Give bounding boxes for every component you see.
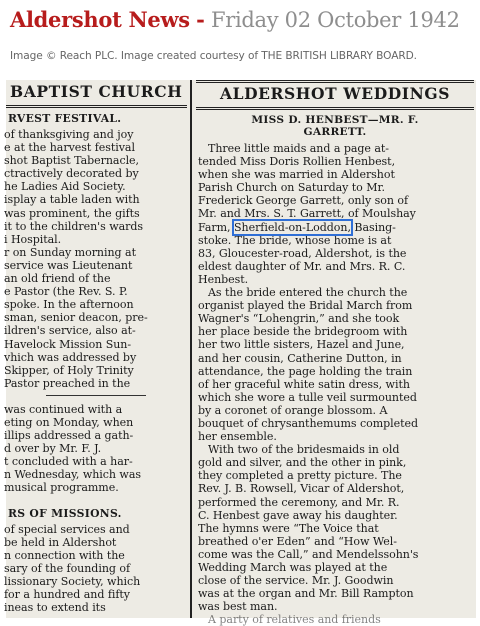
text-line: illips addressed a gath-: [4, 429, 134, 443]
text-line: her two little sisters, Hazel and June,: [198, 338, 405, 352]
text-line: stoke. The bride, whose home is at: [198, 233, 392, 247]
text-line: eldest daughter of Mr. and Mrs. R. C.: [198, 259, 406, 273]
text-line: Skipper, of Holy Trinity: [4, 363, 134, 377]
column-heading-weddings: ALDERSHOT WEDDINGS: [196, 80, 474, 110]
text-line: r on Sunday morning at: [4, 245, 136, 259]
text-line: an old friend of the: [4, 272, 111, 286]
text-line: With two of the bridesmaids in old: [208, 443, 400, 457]
page-header: [10, 6, 476, 34]
farm-text: Farm,: [198, 220, 231, 234]
newspaper-clipping: [4, 80, 476, 626]
text-line: which she wore a tulle veil surmounted: [198, 390, 417, 404]
text-line: be held in Aldershot: [4, 535, 117, 549]
text-line: when she was married in Aldershot: [198, 168, 395, 182]
wedding-subheading-2: GARRETT.: [303, 126, 367, 138]
text-line: Wedding March was played at the: [198, 561, 388, 574]
text-line: As the bride entered the church the: [208, 286, 408, 300]
text-line: performed the ceremony, and Mr. R.: [198, 495, 400, 509]
text-line: tended Miss Doris Rollien Henbest,: [198, 155, 396, 169]
text-line: Henbest.: [198, 272, 249, 286]
text-line: was at the organ and Mr. Bill Rampton: [198, 587, 414, 601]
text-line: Pastor preached in the: [4, 376, 131, 390]
harvest-text-block: [6, 128, 187, 390]
wedding-paragraph-1: [196, 142, 474, 221]
text-line: of her graceful white satin dress, with: [198, 377, 410, 391]
text-line: was continued with a: [4, 402, 123, 416]
text-line: eting on Monday, when: [4, 415, 134, 429]
text-line: Rev. J. B. Rowsell, Vicar of Aldershot,: [198, 482, 405, 496]
text-line: C. Henbest gave away his daughter.: [198, 508, 398, 522]
wedding-paragraph-2: [196, 286, 474, 443]
baptist-church-column: [6, 80, 187, 618]
text-line: close of the service. Mr. J. Goodwin: [198, 574, 394, 588]
text-line: they completed a pretty picture. The: [198, 469, 402, 483]
image-credit: Image © Reach PLC. Image created courtesy of THE BRITISH LIBRARY BOARD.: [10, 50, 417, 62]
column-divider: [190, 80, 192, 618]
newspaper-title[interactable]: Aldershot News: [10, 7, 190, 32]
text-line: t concluded with a har-: [4, 455, 133, 469]
text-line: n connection with the: [4, 548, 125, 562]
search-highlight[interactable]: Sherfield-on-Loddon,: [234, 220, 351, 234]
text-line: of special services and: [4, 522, 130, 536]
text-line: musical programme.: [4, 481, 119, 495]
text-line: e at the harvest festival: [4, 141, 135, 155]
text-line: shot Baptist Tabernacle,: [4, 154, 140, 168]
text-line: her place beside the bridegroom with: [198, 325, 408, 339]
column-heading-baptist: BAPTIST CHURCH: [6, 80, 187, 108]
text-line: Three little maids and a page at-: [208, 142, 389, 155]
text-line: lissionary Society, which: [4, 574, 141, 588]
missions-text-block: [6, 523, 187, 615]
text-line: of thanksgiving and joy: [4, 128, 134, 141]
text-line: was best man.: [198, 600, 278, 614]
text-line: spoke. In the afternoon: [4, 298, 134, 312]
text-line: organist played the Bridal March from: [198, 299, 413, 313]
wedding-paragraph-4-cut: A party of relatives and friends: [208, 613, 381, 626]
text-line: ctractively decorated by: [4, 167, 139, 181]
section-divider: [46, 395, 146, 396]
text-line: Wagner's “Lohengrin,” and she took: [198, 312, 400, 326]
wedding-paragraph-3: [196, 443, 474, 613]
text-line: ildren's service, also at-: [4, 324, 136, 338]
text-line: bouquet of chrysanthemums completed: [198, 416, 419, 430]
wedding-paragraph-1-tail: [196, 234, 474, 286]
title-separator: -: [196, 7, 205, 32]
text-line: d over by Mr. F. J.: [4, 442, 102, 456]
text-line: breathed o'er Eden” and “How Wel-: [198, 534, 397, 548]
continued-text-block: [6, 403, 187, 495]
text-line: Frederick George Garrett, only son of: [198, 194, 409, 208]
issue-date[interactable]: Friday 02 October 1942: [210, 8, 460, 32]
text-line: Havelock Mission Sun-: [4, 337, 132, 351]
text-line: The hymns were “The Voice that: [198, 521, 379, 535]
text-line: her ensemble.: [198, 430, 277, 444]
text-line: vhich was addressed by: [4, 350, 137, 364]
text-line: come was the Call,” and Mendelssohn's: [198, 547, 419, 561]
text-line: Parish Church on Saturday to Mr.: [198, 181, 385, 195]
text-line: i Hospital.: [4, 232, 62, 246]
text-line: 83, Gloucester-road, Aldershot, is the: [198, 246, 407, 260]
text-line: it to the children's wards: [4, 219, 144, 233]
text-line: Mr. and Mrs. S. T. Garrett, of Moulshay: [198, 207, 416, 221]
wedding-subheading: MISS D. HENBEST—MR. F.: [251, 114, 419, 126]
text-line: n Wednesday, which was: [4, 468, 141, 482]
farm-line: [196, 221, 474, 234]
text-line: ineas to extend its: [4, 601, 106, 615]
text-line: attendance, the page holding the train: [198, 364, 413, 378]
weddings-column: [196, 80, 474, 626]
text-line: was prominent, the gifts: [4, 206, 140, 220]
text-line: gold and silver, and the other in pink,: [198, 456, 407, 470]
text-line: he Ladies Aid Society.: [4, 180, 126, 194]
missions-subheading: RS OF MISSIONS.: [8, 506, 122, 520]
text-line: service was Lieutenant: [4, 258, 133, 272]
text-line: by a coronet of orange blossom. A: [198, 403, 388, 417]
text-line: and her cousin, Catherine Dutton, in: [198, 351, 402, 365]
text-line: for a hundred and fifty: [4, 588, 130, 601]
text-line: sary of the founding of: [4, 561, 131, 575]
text-line: e Pastor (the Rev. S. P.: [4, 285, 128, 299]
text-line: isplay a table laden with: [4, 193, 140, 207]
harvest-festival-subheading: RVEST FESTIVAL.: [8, 112, 122, 125]
basing-text: Basing-: [354, 220, 396, 234]
text-line: sman, senior deacon, pre-: [4, 311, 148, 325]
